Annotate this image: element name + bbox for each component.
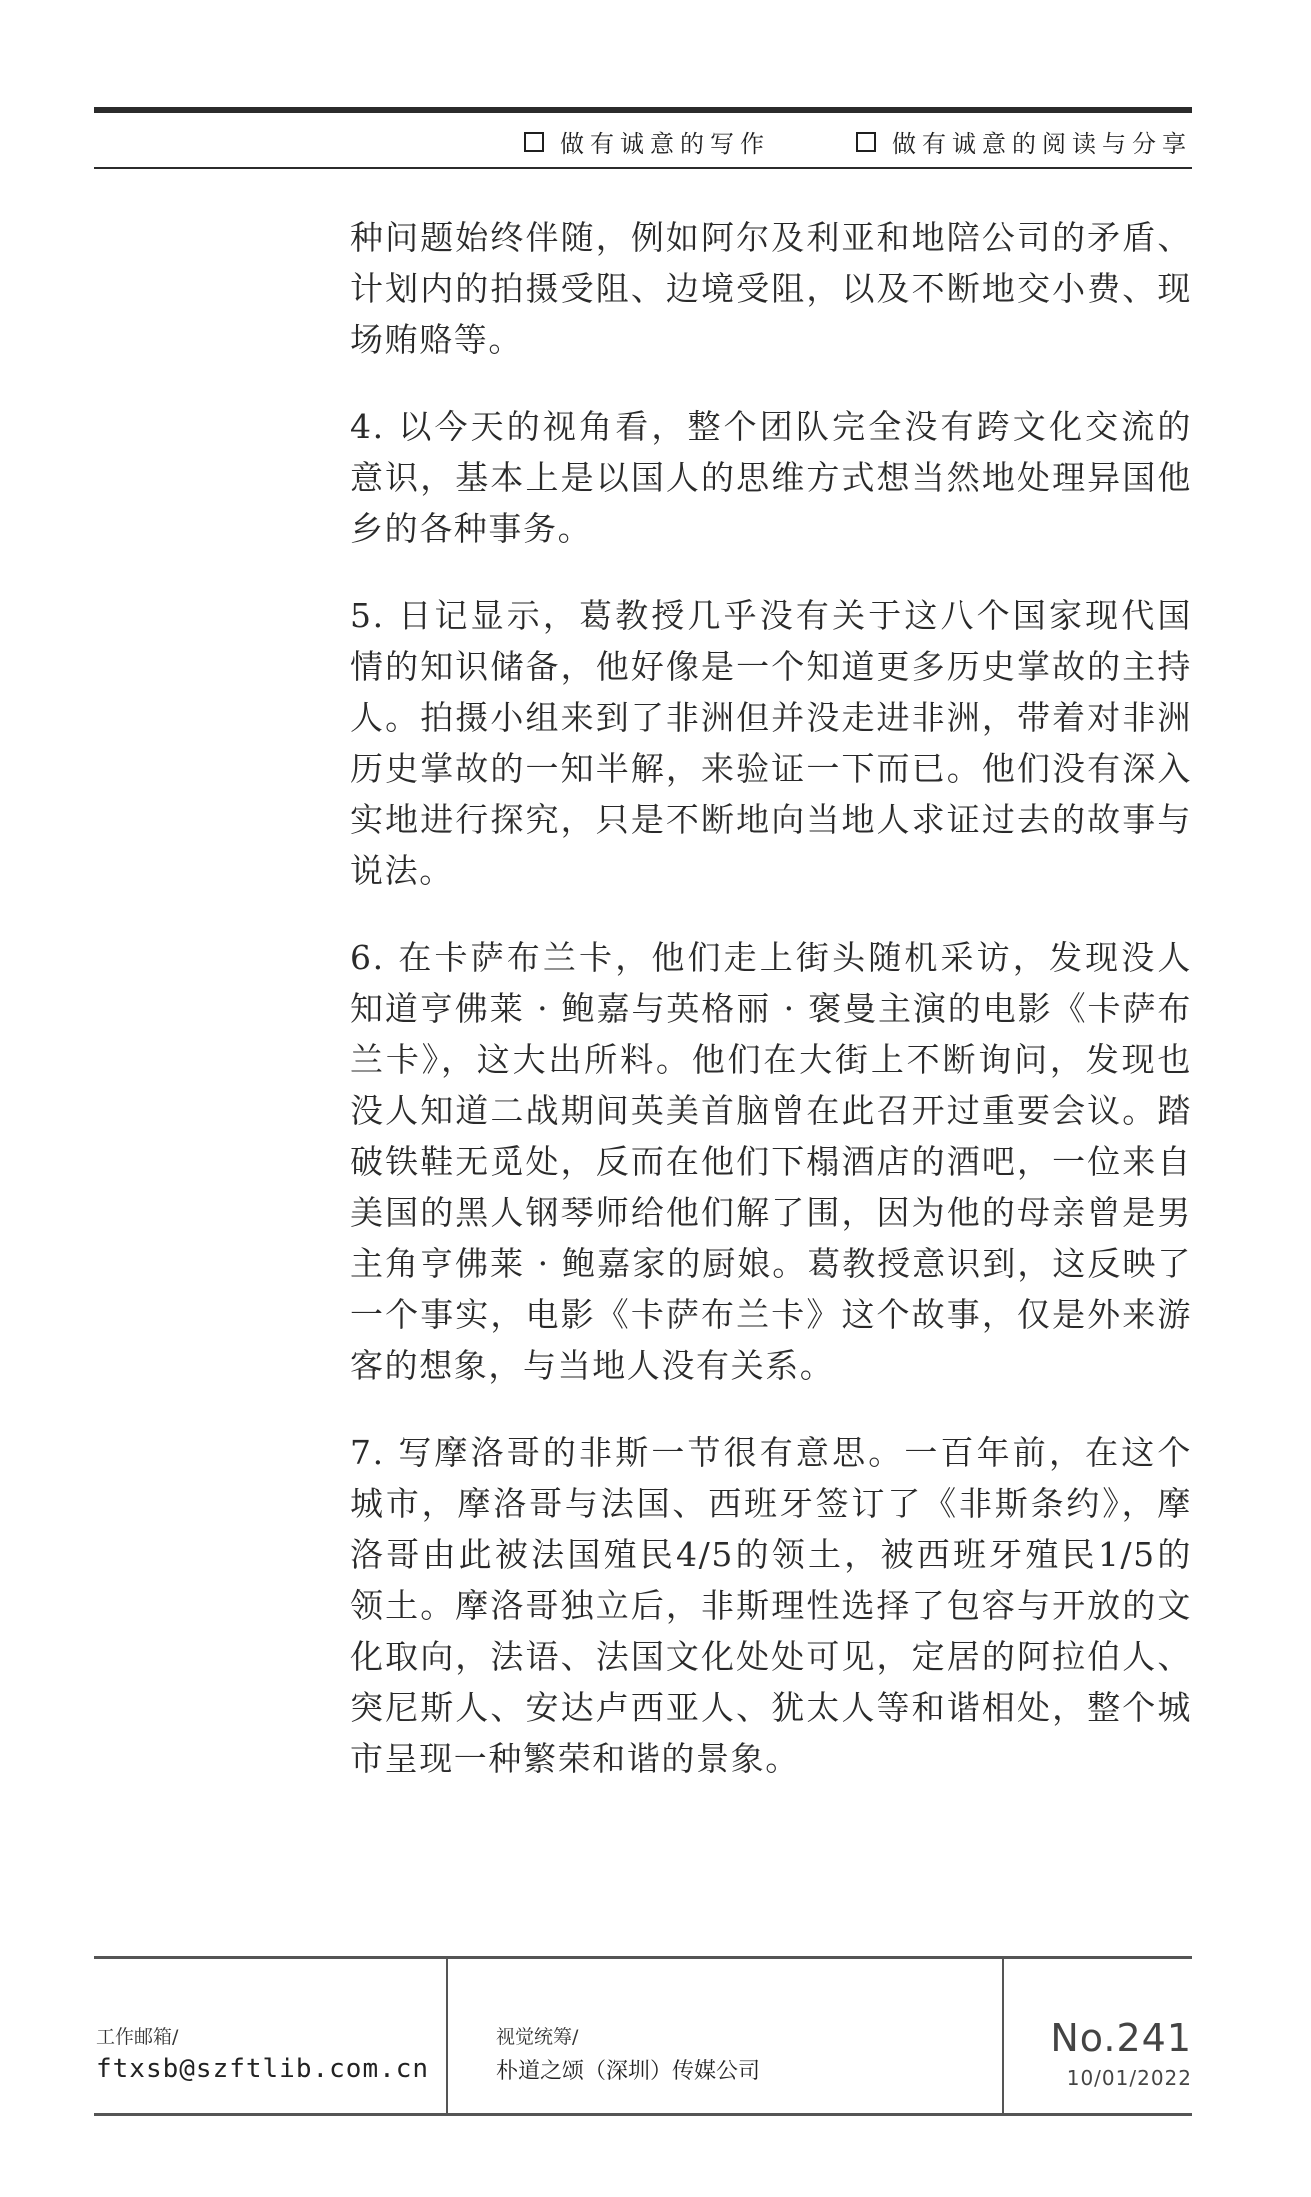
header-bottom-rule [94,167,1192,169]
article-body [350,212,1192,1820]
paragraph: 5. 日记显示，葛教授几乎没有关于这八个国家现代国情的知识储备，他好像是一个知道更多历史掌故的主持人。拍摄小组来到了非洲但并没走进非洲，带着对非洲历史掌故的一知半解，来验证一下而已。他们没有深入实地进行探究，只是不断地向当地人求证过去的故事与说法。 [350,596,1192,890]
checkbox-square-icon [856,132,876,152]
email-label: 工作邮箱/ [96,2026,179,2048]
issue-number: No.241 [1050,2016,1192,2060]
header-tags [524,124,1192,159]
email-link[interactable]: ftxsb@szftlib.com.cn [96,2054,430,2084]
header-tag-reading [856,124,1192,159]
design-company: 朴道之颂（深圳）传媒公司 [496,2059,761,2084]
header-top-rule [94,107,1192,113]
footer-top-rule [94,1956,1192,1959]
footer-bottom-rule [94,2113,1192,2116]
checkbox-square-icon [524,132,544,152]
paragraph: 种问题始终伴随，例如阿尔及利亚和地陪公司的矛盾、计划内的拍摄受阻、边境受阻，以及不断地交小费、现场贿赂等。 [350,218,1192,359]
header-tag-reading-label: 做有诚意的阅读与分享 [892,130,1192,158]
footer-divider [446,1956,448,2116]
paragraph: 4. 以今天的视角看，整个团队完全没有跨文化交流的意识，基本上是以国人的思维方式想当然地处理异国他乡的各种事务。 [350,407,1192,548]
header-tag-writing-label: 做有诚意的写作 [560,130,770,158]
paragraph: 7. 写摩洛哥的非斯一节很有意思。一百年前，在这个城市，摩洛哥与法国、西班牙签订了《非斯条约》，摩洛哥由此被法国殖民4/5的领土，被西班牙殖民1/5的领土。摩洛哥独立后，非斯理性选择了包容与开放的文化取向，法语、法国文化处处可见，定居的阿拉伯人、突尼斯人、安达卢西亚人、犹太人等和谐相处，整个城市呈现一种繁荣和谐的景象。 [350,1433,1192,1778]
design-label: 视觉统筹/ [496,2026,579,2048]
footer-divider [1002,1956,1004,2116]
issue-date: 10/01/2022 [1066,2066,1192,2090]
header-tag-writing [524,124,770,159]
paragraph: 6. 在卡萨布兰卡，他们走上街头随机采访，发现没人知道亨佛莱 · 鲍嘉与英格丽 · 褒曼主演的电影《卡萨布兰卡》，这大出所料。他们在大街上不断询问，发现也没人知道二战期间英美首脑曾在此召开过重要会议。踏破铁鞋无觅处，反而在他们下榻酒店的酒吧，一位来自美国的黑人钢琴师给他们解了围，因为他的母亲曾是男主角亨佛莱 · 鲍嘉家的厨娘。葛教授意识到，这反映了一个事实，电影《卡萨布兰卡》这个故事，仅是外来游客的想象，与当地人没有关系。 [350,938,1192,1385]
